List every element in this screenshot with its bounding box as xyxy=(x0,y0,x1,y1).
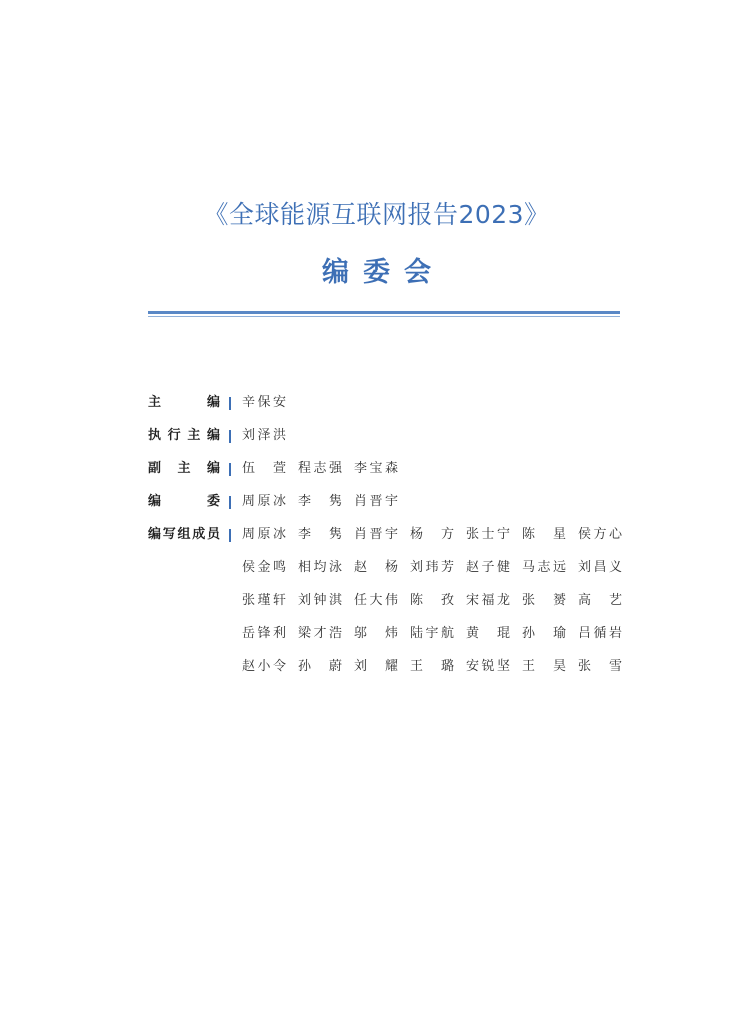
name-list xyxy=(242,522,642,548)
member-name: 李隽 xyxy=(298,494,342,509)
role-label: 编写组成员 xyxy=(148,527,220,542)
title-rule-thick xyxy=(148,311,620,314)
roster-row xyxy=(148,654,628,680)
roster-row xyxy=(148,555,628,581)
member-name: 肖晋宇 xyxy=(354,527,398,542)
member-name: 孙瑜 xyxy=(522,626,566,641)
separator-bar xyxy=(229,496,231,509)
roster-row xyxy=(148,423,628,449)
member-name: 马志远 xyxy=(522,560,566,575)
member-name: 岳锋利 xyxy=(242,626,286,641)
member-name: 陈孜 xyxy=(410,593,454,608)
member-name: 李宝森 xyxy=(354,461,398,476)
name-list xyxy=(242,390,642,416)
name-list xyxy=(242,456,642,482)
member-name: 张士宁 xyxy=(466,527,510,542)
separator-bar xyxy=(229,463,231,476)
name-list xyxy=(242,621,642,647)
member-name: 刘玮芳 xyxy=(410,560,454,575)
roster-row xyxy=(148,456,628,482)
name-list xyxy=(242,588,642,614)
member-name: 张雪 xyxy=(578,659,622,674)
name-list xyxy=(242,423,642,449)
member-name: 赵小令 xyxy=(242,659,286,674)
member-name: 梁才浩 xyxy=(298,626,342,641)
member-name: 吕循岩 xyxy=(578,626,622,641)
member-name: 李隽 xyxy=(298,527,342,542)
role-label: 主编 xyxy=(148,395,220,410)
member-name: 刘昌义 xyxy=(578,560,622,575)
member-name: 黄琨 xyxy=(466,626,510,641)
member-name: 赵杨 xyxy=(354,560,398,575)
member-name: 王璐 xyxy=(410,659,454,674)
member-name: 侯金鸣 xyxy=(242,560,286,575)
separator-bar xyxy=(229,529,231,542)
name-list xyxy=(242,489,642,515)
roster-row xyxy=(148,621,628,647)
roster-row xyxy=(148,588,628,614)
title-rule-thin xyxy=(148,316,620,317)
member-name: 赵子健 xyxy=(466,560,510,575)
book-title: 《全球能源互联网报告2023》 xyxy=(203,200,550,229)
member-name: 刘钟淇 xyxy=(298,593,342,608)
member-name: 程志强 xyxy=(298,461,342,476)
role-label: 副主编 xyxy=(148,461,220,476)
roster-row xyxy=(148,489,628,515)
member-name: 辛保安 xyxy=(242,395,286,410)
member-name: 相均泳 xyxy=(298,560,342,575)
member-name: 周原冰 xyxy=(242,494,286,509)
member-name: 邬炜 xyxy=(354,626,398,641)
name-list xyxy=(242,555,642,581)
committee-title: 编委会 xyxy=(322,257,445,288)
separator-bar xyxy=(229,397,231,410)
member-name: 宋福龙 xyxy=(466,593,510,608)
roster-row xyxy=(148,390,628,416)
member-name: 周原冰 xyxy=(242,527,286,542)
member-name: 安锐坚 xyxy=(466,659,510,674)
member-name: 杨方 xyxy=(410,527,454,542)
member-name: 高艺 xyxy=(578,593,622,608)
member-name: 张赟 xyxy=(522,593,566,608)
member-name: 任大伟 xyxy=(354,593,398,608)
member-name: 陈星 xyxy=(522,527,566,542)
member-name: 孙蔚 xyxy=(298,659,342,674)
member-name: 刘耀 xyxy=(354,659,398,674)
member-name: 伍萱 xyxy=(242,461,286,476)
member-name: 张瑾轩 xyxy=(242,593,286,608)
member-name: 王昊 xyxy=(522,659,566,674)
member-name: 陆宇航 xyxy=(410,626,454,641)
member-name: 肖晋宇 xyxy=(354,494,398,509)
role-label: 执行主编 xyxy=(148,428,220,443)
member-name: 刘泽洪 xyxy=(242,428,286,443)
roster-row xyxy=(148,522,628,548)
role-label: 编委 xyxy=(148,494,220,509)
member-name: 侯方心 xyxy=(578,527,622,542)
separator-bar xyxy=(229,430,231,443)
name-list xyxy=(242,654,642,680)
